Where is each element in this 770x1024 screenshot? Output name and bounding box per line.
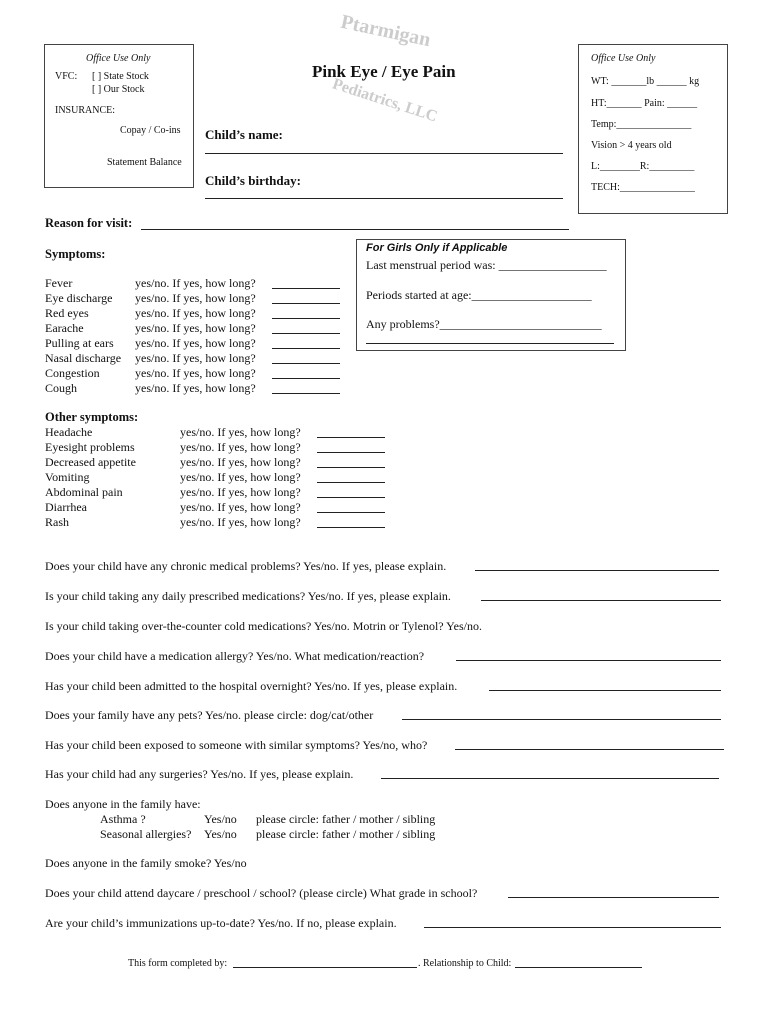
office-left-heading: Office Use Only — [86, 53, 151, 64]
question-smoke: Does anyone in the family smoke? Yes/no — [45, 856, 247, 870]
other-symptom-question[interactable]: yes/no. If yes, how long? — [180, 425, 301, 439]
question-otc-meds: Is your child taking over-the-counter cold medications? Yes/no. Motrin or Tylenol? Yes/no. — [45, 619, 482, 633]
other-symptom-question[interactable]: yes/no. If yes, how long? — [180, 455, 301, 469]
other-symptom-duration-field[interactable] — [317, 437, 385, 438]
vfc-state-stock[interactable]: [ ] State Stock — [92, 71, 149, 82]
any-problems-field[interactable]: Any problems?___________________________ — [366, 317, 602, 331]
relationship-field[interactable] — [515, 967, 642, 968]
question-surgeries: Has your child had any surgeries? Yes/no. If yes, please explain. — [45, 767, 354, 781]
other-symptom-question[interactable]: yes/no. If yes, how long? — [180, 485, 301, 499]
question-pets: Does your family have any pets? Yes/no. please circle: dog/cat/other — [45, 708, 374, 722]
other-symptom-name: Vomiting — [45, 470, 90, 484]
question-chronic: Does your child have any chronic medical problems? Yes/no. If yes, please explain. — [45, 559, 447, 573]
symptom-name: Red eyes — [45, 306, 89, 320]
answer-pets[interactable] — [402, 719, 721, 720]
other-symptom-duration-field[interactable] — [317, 527, 385, 528]
answer-exposed[interactable] — [455, 749, 724, 750]
answer-surgeries[interactable] — [381, 778, 719, 779]
other-symptom-question[interactable]: yes/no. If yes, how long? — [180, 515, 301, 529]
symptom-question[interactable]: yes/no. If yes, how long? — [135, 321, 256, 335]
last-menstrual-period-field[interactable]: Last menstrual period was: __________________ — [366, 258, 607, 272]
symptom-name: Earache — [45, 321, 84, 335]
question-allergy: Does your child have a medication allergy? Yes/no. What medication/reaction? — [45, 649, 425, 663]
form-title: Pink Eye / Eye Pain — [312, 62, 456, 81]
other-symptoms-heading: Other symptoms: — [45, 410, 139, 424]
symptom-row — [45, 351, 121, 366]
question-hospital: Has your child been admitted to the hospital overnight? Yes/no. If yes, please explain. — [45, 679, 458, 693]
question-exposed: Has your child been exposed to someone with similar symptoms? Yes/no, who? — [45, 738, 428, 752]
tech-field[interactable]: TECH:_______________ — [591, 182, 695, 193]
answer-chronic[interactable] — [475, 570, 719, 571]
symptom-name: Fever — [45, 276, 73, 290]
other-symptom-question[interactable]: yes/no. If yes, how long? — [180, 470, 301, 484]
symptom-duration-field[interactable] — [272, 333, 340, 334]
insurance-label: INSURANCE: — [55, 105, 116, 116]
reason-for-visit-field[interactable] — [141, 229, 569, 230]
vfc-label: VFC: — [55, 71, 78, 82]
symptom-duration-field[interactable] — [272, 348, 340, 349]
symptom-duration-field[interactable] — [272, 288, 340, 289]
child-name-label: Child’s name: — [205, 127, 283, 142]
other-symptom-name: Abdominal pain — [45, 485, 123, 499]
child-birthday-label: Child’s birthday: — [205, 173, 301, 188]
symptom-row — [45, 276, 72, 291]
answer-prescribed-meds[interactable] — [481, 600, 721, 601]
watermark-top: Ptarmigan — [338, 10, 433, 52]
symptom-duration-field[interactable] — [272, 363, 340, 364]
other-symptom-name: Rash — [45, 515, 69, 529]
answer-hospital[interactable] — [489, 690, 721, 691]
watermark-bottom: Pediatrics, LLC — [330, 75, 440, 126]
child-birthday-field[interactable] — [205, 198, 563, 199]
symptom-name: Cough — [45, 381, 78, 395]
other-symptom-name: Eyesight problems — [45, 440, 135, 454]
relationship-label: . Relationship to Child: — [418, 958, 512, 969]
other-symptom-duration-field[interactable] — [317, 482, 385, 483]
problems-extra-line[interactable] — [366, 343, 614, 344]
symptom-duration-field[interactable] — [272, 303, 340, 304]
temp-field[interactable]: Temp:_______________ — [591, 119, 692, 130]
symptom-name: Pulling at ears — [45, 336, 114, 350]
office-right-heading: Office Use Only — [591, 53, 656, 64]
question-immunizations: Are your child’s immunizations up-to-date? Yes/no. If no, please explain. — [45, 916, 397, 930]
question-prescribed-meds: Is your child taking any daily prescribed medications? Yes/no. If yes, please explain. — [45, 589, 451, 603]
other-symptom-name: Diarrhea — [45, 500, 87, 514]
answer-allergy[interactable] — [456, 660, 721, 661]
other-symptom-duration-field[interactable] — [317, 452, 385, 453]
weight-field[interactable]: WT: _______lb ______ kg — [591, 76, 700, 87]
symptom-question[interactable]: yes/no. If yes, how long? — [135, 351, 256, 365]
height-pain-field[interactable]: HT:_______ Pain: ______ — [591, 98, 698, 109]
other-symptom-name: Headache — [45, 425, 93, 439]
asthma-label: Asthma ? — [100, 812, 146, 826]
symptom-question[interactable]: yes/no. If yes, how long? — [135, 366, 256, 380]
answer-daycare[interactable] — [508, 897, 719, 898]
other-symptom-duration-field[interactable] — [317, 467, 385, 468]
symptom-row — [45, 321, 84, 336]
symptom-question[interactable]: yes/no. If yes, how long? — [135, 276, 256, 290]
symptom-row — [45, 306, 89, 321]
symptom-question[interactable]: yes/no. If yes, how long? — [135, 381, 256, 395]
copay-label: Copay / Co-ins — [120, 125, 181, 136]
symptom-row — [45, 366, 100, 381]
symptoms-heading: Symptoms: — [45, 247, 106, 261]
answer-immunizations[interactable] — [424, 927, 721, 928]
symptom-name: Eye discharge — [45, 291, 113, 305]
seasonal-allergies-label: Seasonal allergies? — [100, 827, 192, 841]
symptom-question[interactable]: yes/no. If yes, how long? — [135, 291, 256, 305]
symptom-question[interactable]: yes/no. If yes, how long? — [135, 306, 256, 320]
symptom-duration-field[interactable] — [272, 393, 340, 394]
statement-balance-label: Statement Balance — [107, 157, 182, 168]
symptom-name: Congestion — [45, 366, 100, 380]
other-symptom-name: Decreased appetite — [45, 455, 136, 469]
girls-only-heading: For Girls Only if Applicable — [366, 242, 508, 254]
symptom-question[interactable]: yes/no. If yes, how long? — [135, 336, 256, 350]
symptom-duration-field[interactable] — [272, 318, 340, 319]
asthma-circle[interactable]: please circle: father / mother / sibling — [256, 812, 436, 826]
other-symptom-question[interactable]: yes/no. If yes, how long? — [180, 500, 301, 514]
other-symptom-duration-field[interactable] — [317, 497, 385, 498]
completed-by-label: This form completed by: — [128, 958, 228, 969]
completed-by-field[interactable] — [233, 967, 417, 968]
family-history-heading: Does anyone in the family have: — [45, 797, 201, 811]
child-name-field[interactable] — [205, 153, 563, 154]
vfc-our-stock[interactable]: [ ] Our Stock — [92, 84, 145, 95]
asthma-yes-no[interactable]: Yes/no — [204, 812, 237, 826]
seasonal-circle[interactable]: please circle: father / mother / sibling — [256, 827, 436, 841]
periods-started-field[interactable]: Periods started at age:____________________ — [366, 288, 592, 302]
other-symptom-duration-field[interactable] — [317, 512, 385, 513]
other-symptom-question[interactable]: yes/no. If yes, how long? — [180, 440, 301, 454]
reason-for-visit-label: Reason for visit: — [45, 216, 133, 230]
vision-lr-field[interactable]: L:________R:_________ — [591, 161, 695, 172]
vision-label: Vision > 4 years old — [591, 140, 672, 151]
symptom-row — [45, 291, 112, 306]
question-daycare: Does your child attend daycare / preschool / school? (please circle) What grade in school? — [45, 886, 478, 900]
symptom-name: Nasal discharge — [45, 351, 122, 365]
seasonal-yes-no[interactable]: Yes/no — [204, 827, 237, 841]
symptom-duration-field[interactable] — [272, 378, 340, 379]
symptom-row — [45, 336, 114, 351]
symptom-row — [45, 381, 77, 396]
